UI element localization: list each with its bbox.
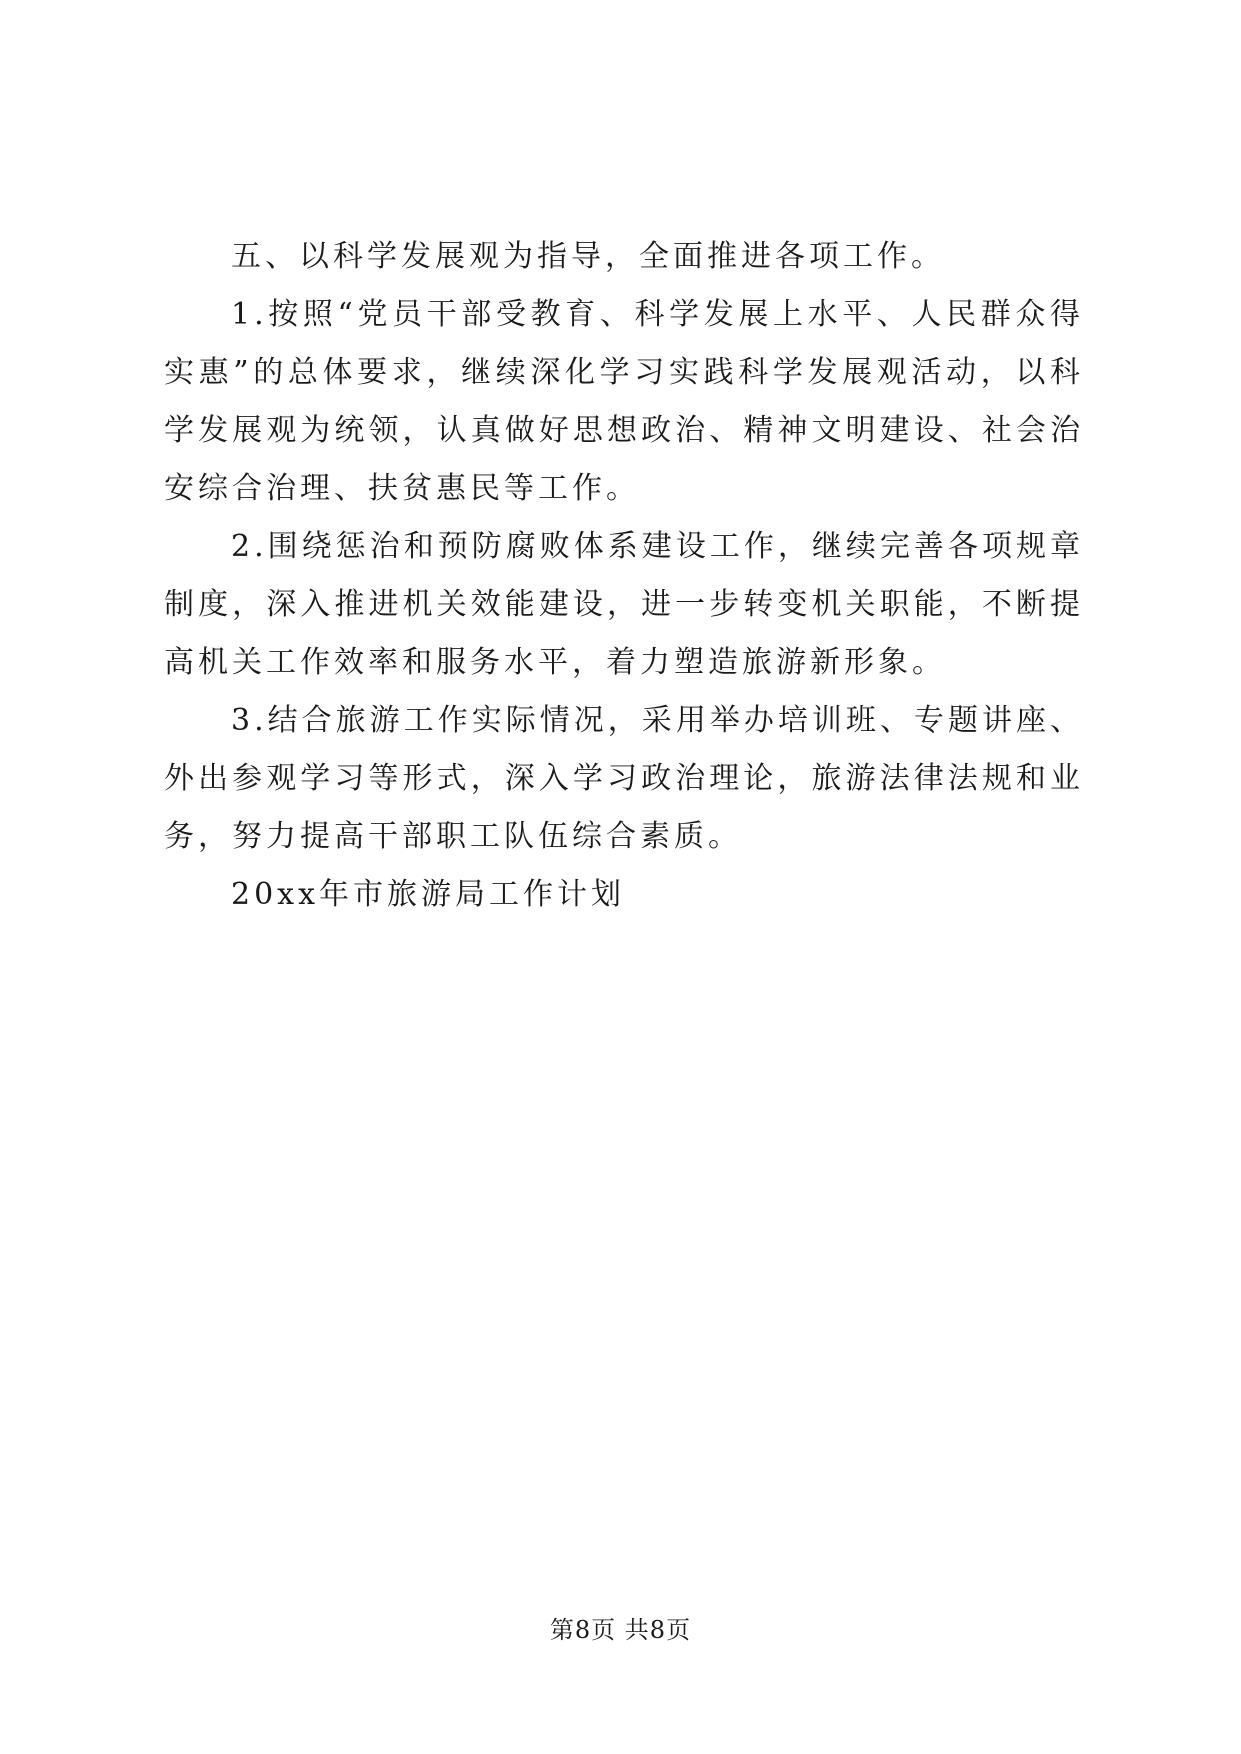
- paragraph-item-1: 1.按照“党员干部受教育、科学发展上水平、人民群众得实惠”的总体要求，继续深化学习实践科学发展观活动，以科学发展观为统领，认真做好思想政治、精神文明建设、社会治安综合治理、扶贫惠民等工作。: [164, 297, 1084, 506]
- section-heading: 五、以科学发展观为指导，全面推进各项工作。: [231, 239, 945, 274]
- document-title-line: 20xx年市旅游局工作计划: [231, 877, 626, 912]
- page-footer: 第8页 共8页: [549, 1616, 692, 1644]
- paragraph-item-2: 2.围绕惩治和预防腐败体系建设工作，继续完善各项规章制度，深入推进机关效能建设，进一步转变机关职能，不断提高机关工作效率和服务水平，着力塑造旅游新形象。: [164, 529, 1084, 680]
- paragraph-item-3: 3.结合旅游工作实际情况，采用举办培训班、专题讲座、外出参观学习等形式，深入学习政治理论，旅游法律法规和业务，努力提高干部职工队伍综合素质。: [164, 703, 1084, 854]
- document-body: [164, 228, 1084, 924]
